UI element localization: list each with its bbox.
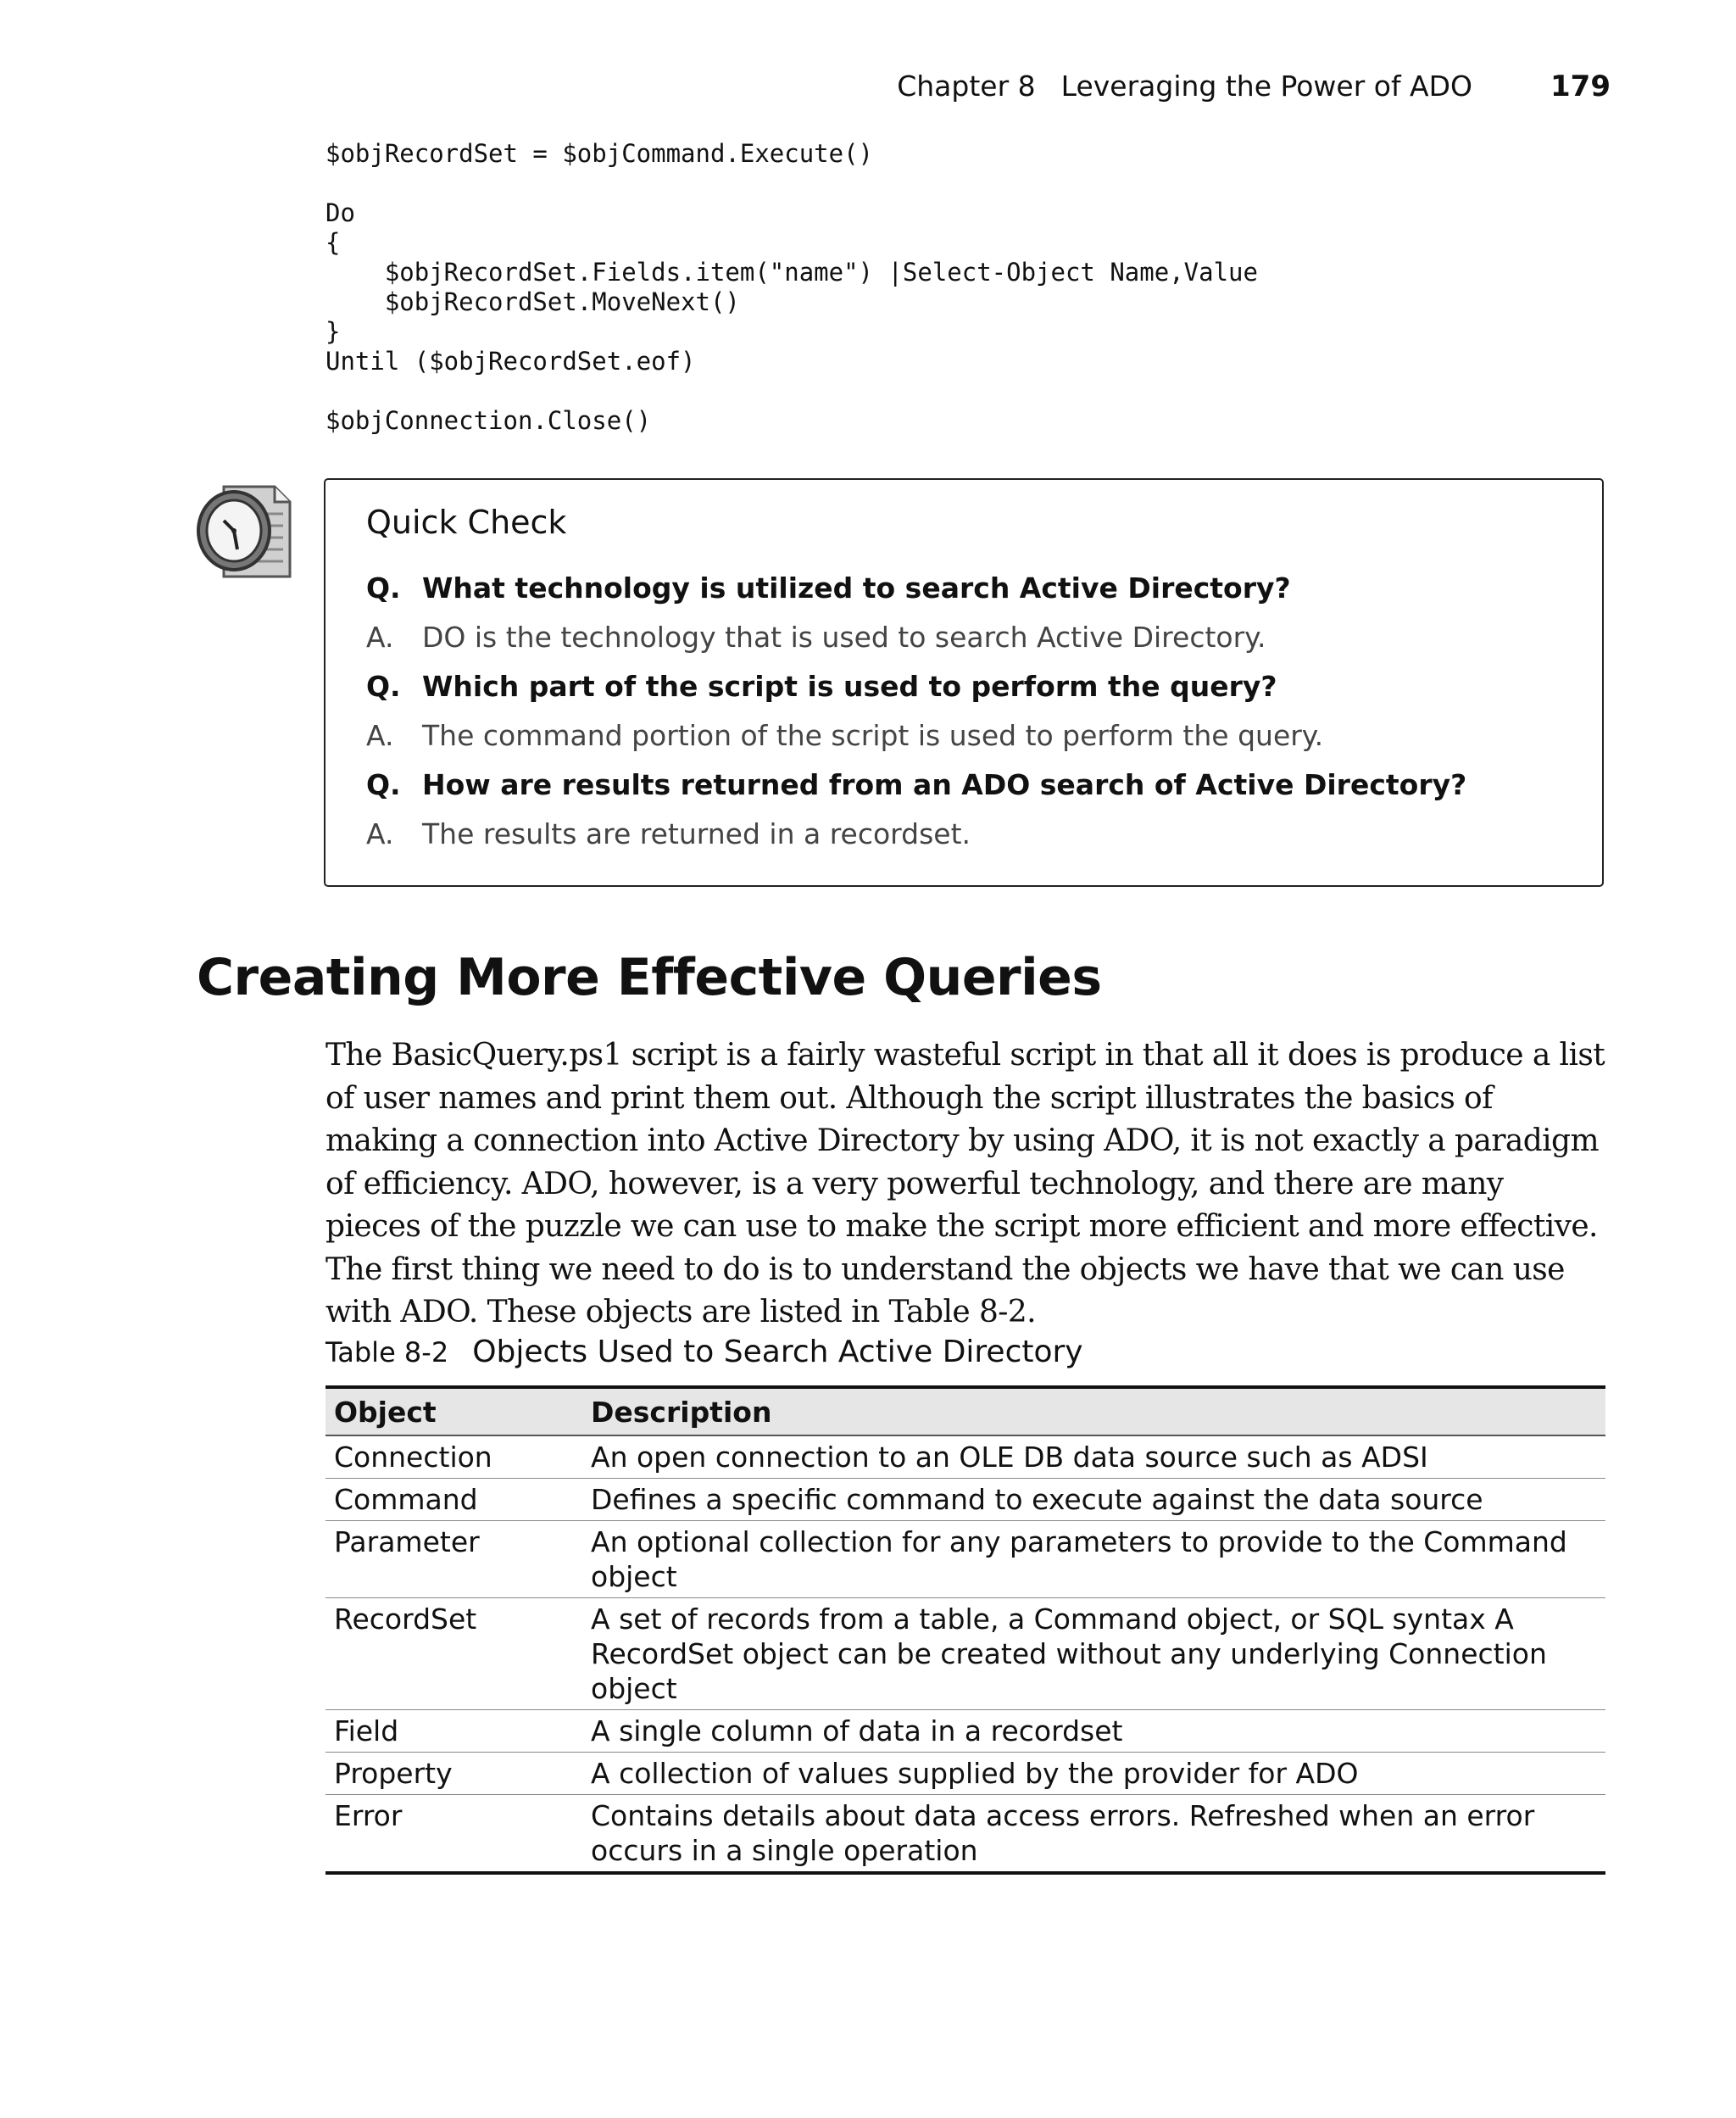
chapter-title: Leveraging the Power of ADO bbox=[1060, 70, 1473, 103]
table-header-row bbox=[326, 1387, 1605, 1435]
answer: A. The results are returned in a recordset. bbox=[366, 817, 971, 850]
code-line bbox=[326, 169, 1258, 198]
question: Q. What technology is utilized to search Active Directory? bbox=[366, 571, 1291, 605]
object-cell: Command bbox=[326, 1479, 582, 1521]
table-caption bbox=[326, 1335, 1083, 1369]
answer-text: The command portion of the script is used to perform the query. bbox=[422, 719, 1324, 752]
code-listing bbox=[326, 139, 1258, 436]
table-row bbox=[326, 1435, 1605, 1479]
code-line: $objConnection.Close() bbox=[326, 406, 652, 435]
answer-text: The results are returned in a recordset. bbox=[422, 817, 971, 850]
table-row bbox=[326, 1795, 1605, 1874]
table-row bbox=[326, 1521, 1605, 1598]
objects-table bbox=[326, 1385, 1605, 1875]
quick-check-box bbox=[324, 478, 1604, 887]
object-cell: RecordSet bbox=[326, 1598, 582, 1710]
answer: A. DO is the technology that is used to search Active Directory. bbox=[366, 621, 1266, 654]
question-text: How are results returned from an ADO search of Active Directory? bbox=[422, 768, 1467, 801]
running-header bbox=[848, 70, 1611, 112]
description-cell: A set of records from a table, a Command object, or SQL syntax A RecordSet object can be created without any underlying Connection object bbox=[582, 1598, 1605, 1710]
code-line: { bbox=[326, 228, 341, 257]
code-line: } bbox=[326, 317, 341, 346]
description-cell: Contains details about data access errors. Refreshed when an error occurs in a single operation bbox=[582, 1795, 1605, 1874]
code-line: $objRecordSet = $objCommand.Execute() bbox=[326, 139, 874, 168]
object-cell: Connection bbox=[326, 1435, 582, 1479]
clock-document-icon bbox=[190, 480, 300, 590]
description-cell: A single column of data in a recordset bbox=[582, 1710, 1605, 1753]
code-line: $objRecordSet.Fields.item("name") |Select-Object Name,Value bbox=[326, 258, 1258, 287]
table-row bbox=[326, 1479, 1605, 1521]
description-cell: An open connection to an OLE DB data source such as ADSI bbox=[582, 1435, 1605, 1479]
question: Q. How are results returned from an ADO search of Active Directory? bbox=[366, 768, 1467, 801]
code-line: Until ($objRecordSet.eof) bbox=[326, 347, 696, 376]
page-number: 179 bbox=[1550, 70, 1611, 103]
code-line: Do bbox=[326, 198, 355, 227]
table-row bbox=[326, 1753, 1605, 1795]
table-number: Table 8-2 bbox=[326, 1336, 449, 1368]
description-cell: A collection of values supplied by the provider for ADO bbox=[582, 1753, 1605, 1795]
column-header: Description bbox=[591, 1396, 772, 1429]
code-line bbox=[326, 376, 1258, 406]
column-header: Object bbox=[334, 1396, 437, 1429]
table-row bbox=[326, 1598, 1605, 1710]
answer-text: DO is the technology that is used to search Active Directory. bbox=[422, 621, 1266, 654]
body-paragraph: The BasicQuery.ps1 script is a fairly wasteful script in that all it does is produce a list of user names and print them out. Although the script illustrates the basics of making a connection into Active Directory by using ADO, it is not exactly a paradigm of efficiency. ADO, however, is a very powerful technology, and there are many pieces of the puzzle we can use to make the script more efficient and more effective. The first thing we need to do is to understand the objects we have that we can use with ADO. These objects are listed in Table 8-2. bbox=[326, 1038, 1605, 1329]
table-row bbox=[326, 1710, 1605, 1753]
chapter-label: Chapter 8 Leveraging the Power of ADO bbox=[897, 70, 1473, 103]
object-cell: Field bbox=[326, 1710, 582, 1753]
question-text: Which part of the script is used to perform the query? bbox=[422, 670, 1277, 703]
table-title: Objects Used to Search Active Directory bbox=[472, 1335, 1083, 1369]
description-cell: An optional collection for any parameters to provide to the Command object bbox=[582, 1521, 1605, 1598]
quick-check-title: Quick Check bbox=[366, 504, 567, 541]
object-cell: Error bbox=[326, 1795, 582, 1874]
object-cell: Parameter bbox=[326, 1521, 582, 1598]
description-cell: Defines a specific command to execute against the data source bbox=[582, 1479, 1605, 1521]
answer: A. The command portion of the script is used to perform the query. bbox=[366, 719, 1324, 752]
object-cell: Property bbox=[326, 1753, 582, 1795]
code-line: $objRecordSet.MoveNext() bbox=[326, 287, 740, 316]
question: Q. Which part of the script is used to perform the query? bbox=[366, 670, 1277, 703]
question-text: What technology is utilized to search Active Directory? bbox=[422, 571, 1291, 605]
section-heading: Creating More Effective Queries bbox=[197, 948, 1102, 1007]
